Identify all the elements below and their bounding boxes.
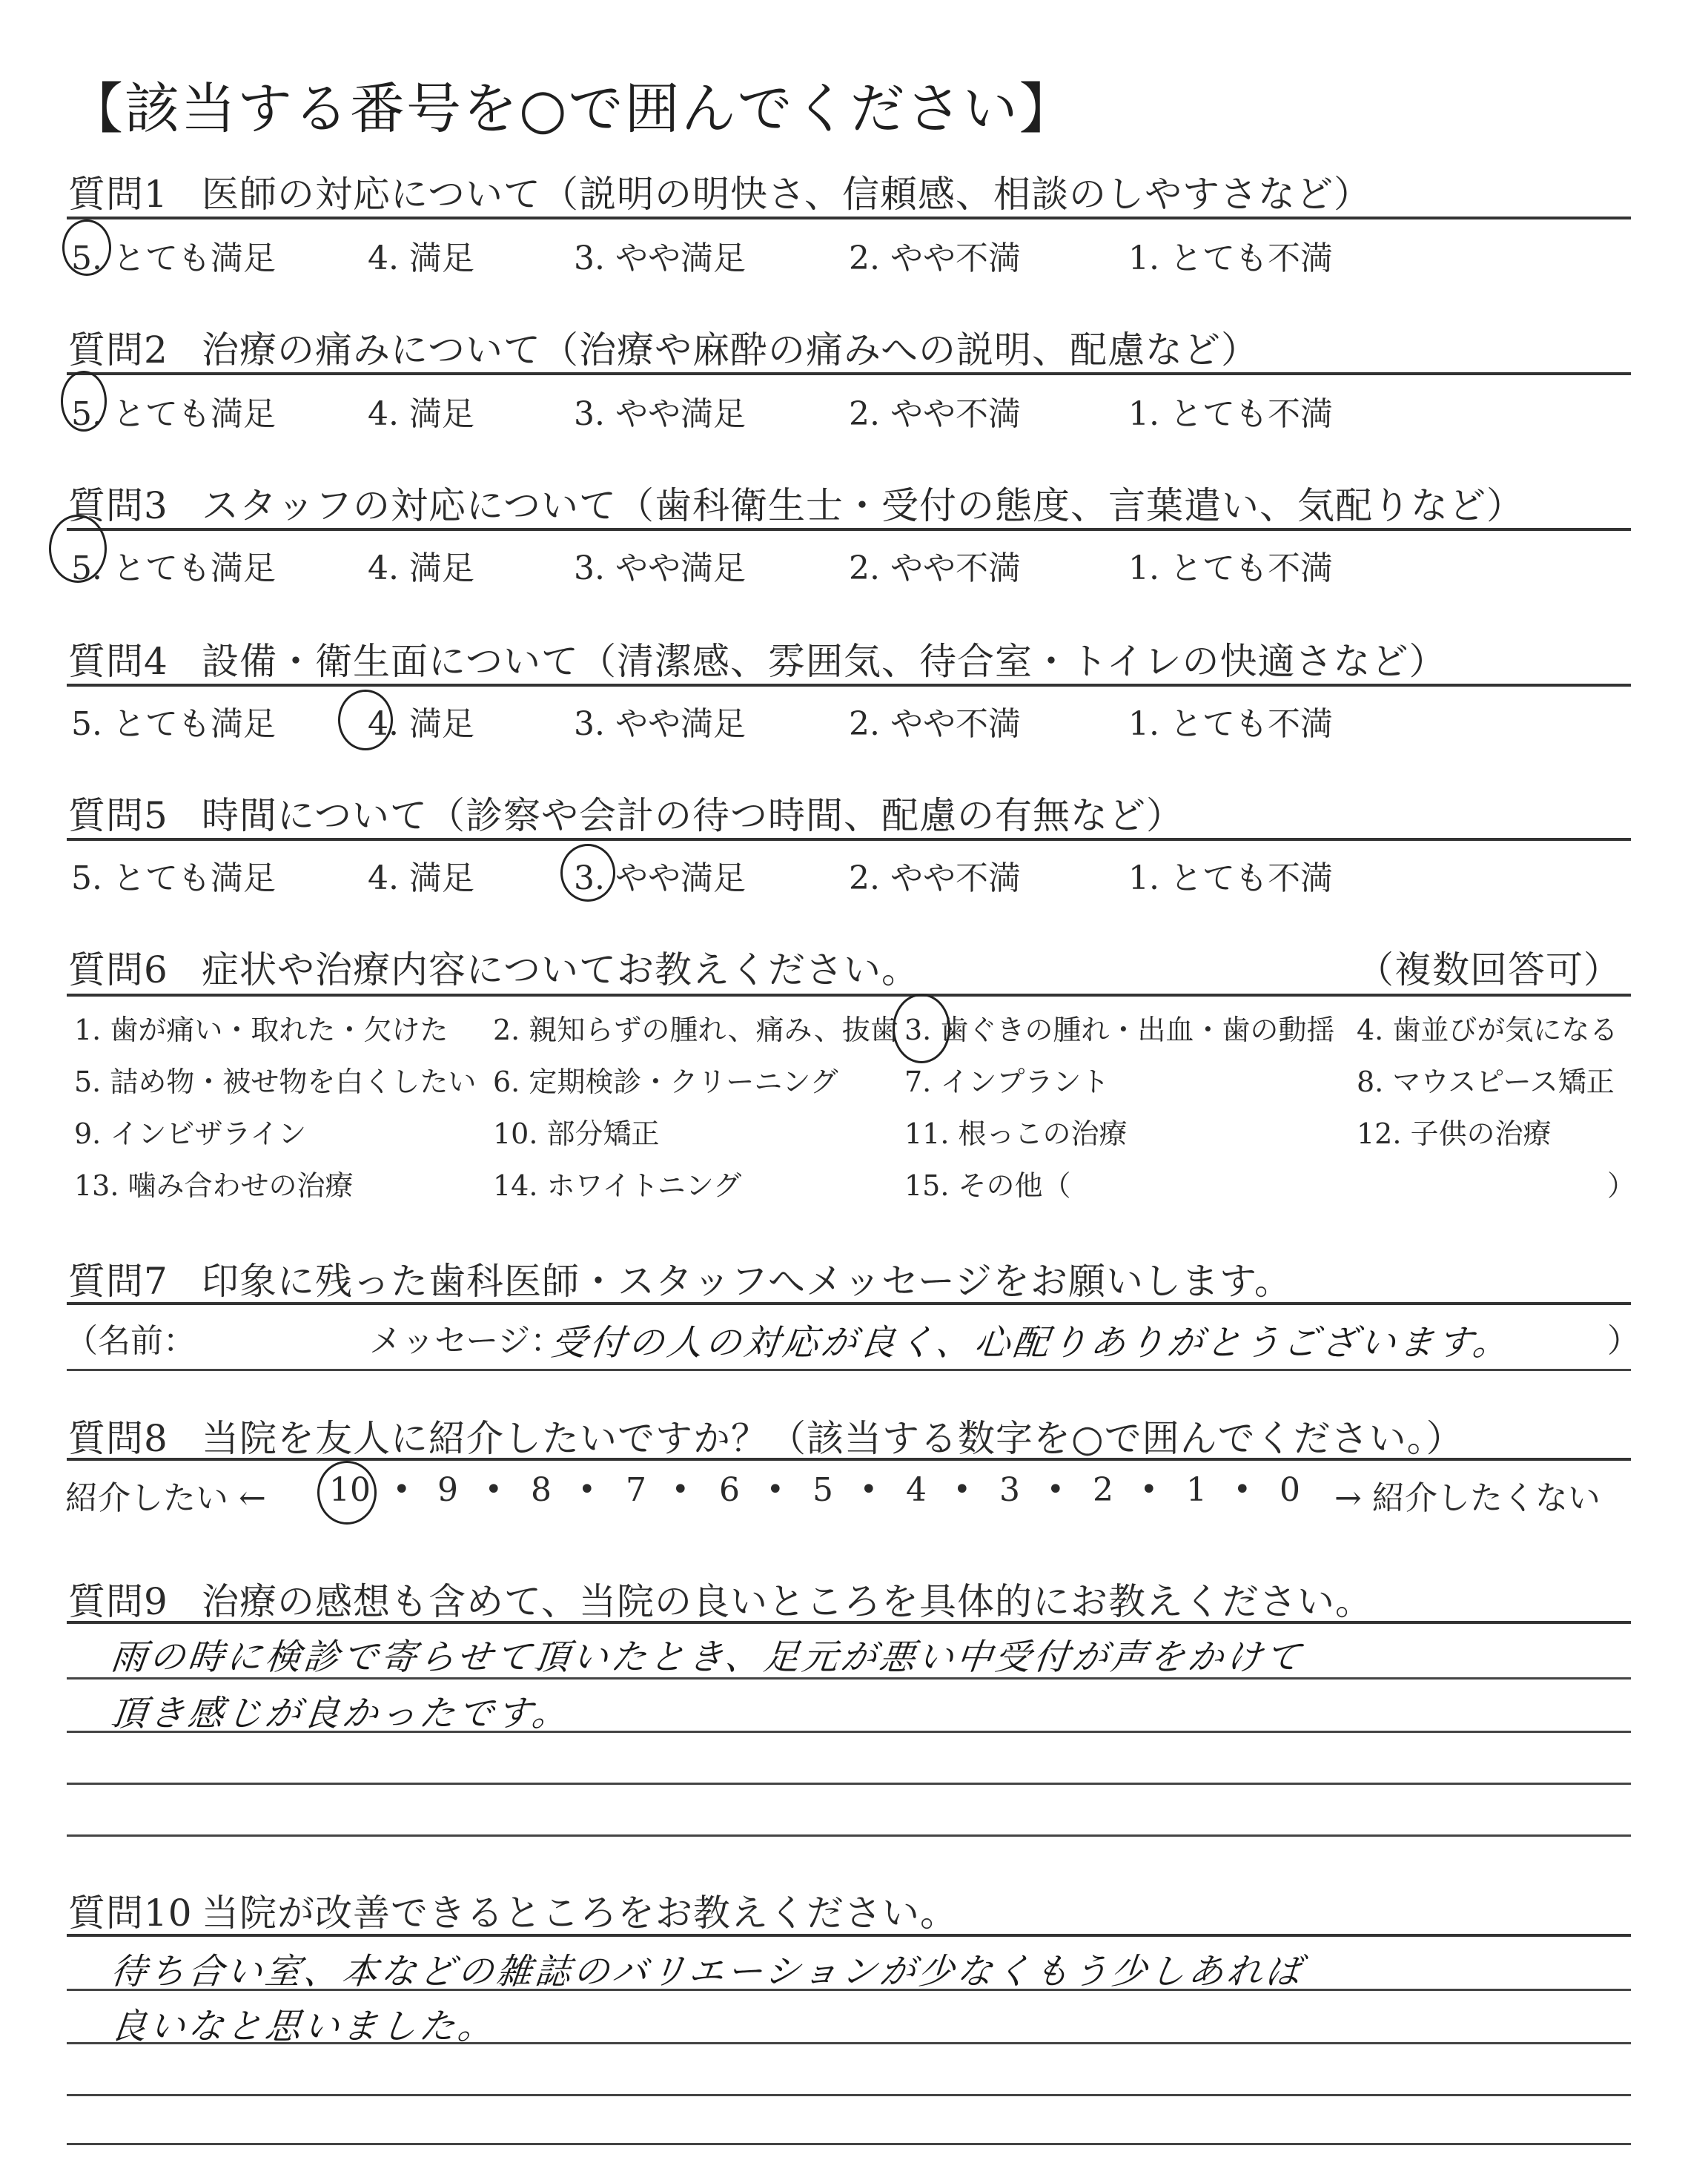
- q2-option-3[interactable]: 3. やや満足: [574, 395, 746, 433]
- q10-answer-line-1[interactable]: 待ち合い室、本などの雑誌のバリエーションが少なくもう少しあれば: [108, 1951, 1306, 1992]
- q6-item-15-close: ）: [1607, 1169, 1636, 1202]
- q8-scale-4[interactable]: 4: [906, 1471, 927, 1509]
- question-7-rule: [67, 1302, 1631, 1305]
- q3-option-1[interactable]: 1. とても不満: [1128, 549, 1333, 587]
- question-1-rule: [67, 217, 1631, 219]
- q2-option-5[interactable]: 5. とても満足: [71, 395, 276, 433]
- q8-scale-10[interactable]: 10: [329, 1471, 371, 1509]
- question-7-label: 質問7: [68, 1260, 168, 1303]
- form-header: 【該当する番号を○で囲んでください】: [68, 77, 1076, 141]
- q6-item-11[interactable]: 11. 根っこの治療: [904, 1117, 1128, 1150]
- q8-scale-5[interactable]: 5: [812, 1471, 833, 1509]
- question-7-text: 印象に残った歯科医師・スタッフへメッセージをお願いします。: [202, 1260, 1292, 1303]
- q1-option-5[interactable]: 5. とても満足: [71, 240, 276, 277]
- q4-option-2[interactable]: 2. やや不満: [849, 705, 1021, 743]
- q5-selection-circle: [560, 844, 615, 902]
- q8-scale-9[interactable]: 9: [437, 1471, 458, 1509]
- question-10-label: 質問10: [68, 1892, 193, 1935]
- q4-option-5[interactable]: 5. とても満足: [71, 705, 276, 743]
- q4-option-4[interactable]: 4. 満足: [368, 705, 474, 743]
- question-8-rule: [67, 1458, 1631, 1461]
- q4-option-3[interactable]: 3. やや満足: [574, 705, 746, 743]
- question-8-label: 質問8: [68, 1417, 168, 1460]
- q8-dot: •: [860, 1473, 878, 1507]
- question-8: [68, 1409, 1464, 1462]
- question-8-text: 当院を友人に紹介したいですか？（該当する数字を○で囲んでください。）: [202, 1417, 1464, 1460]
- question-4-text: 設備・衛生面について（清潔感、雰囲気、待合室・トイレの快適さなど）: [202, 640, 1447, 683]
- q3-option-3[interactable]: 3. やや満足: [574, 549, 746, 587]
- q5-option-2[interactable]: 2. やや不満: [849, 859, 1021, 897]
- q6-item-6[interactable]: 6. 定期検診・クリーニング: [493, 1066, 838, 1098]
- q8-dot: •: [767, 1473, 784, 1507]
- question-2: [68, 320, 1259, 374]
- question-3-label: 質問3: [68, 484, 168, 527]
- question-4-rule: [67, 684, 1631, 687]
- q10-answer-line: [67, 1989, 1631, 1991]
- q8-dot: •: [1047, 1473, 1065, 1507]
- question-9: [68, 1572, 1373, 1625]
- q6-item-10[interactable]: 10. 部分矯正: [493, 1117, 660, 1150]
- question-2-text: 治療の痛みについて（治療や麻酔の痛みへの説明、配慮など）: [202, 328, 1259, 371]
- q6-item-12[interactable]: 12. 子供の治療: [1357, 1117, 1552, 1150]
- question-1-text: 医師の対応について（説明の明快さ、信頼感、相談のしやすさなど）: [202, 173, 1371, 216]
- q8-dot: •: [578, 1473, 596, 1507]
- question-5: [68, 786, 1184, 839]
- q7-close-paren: ）: [1607, 1322, 1640, 1360]
- q1-option-1[interactable]: 1. とても不満: [1128, 240, 1333, 277]
- q8-dot: •: [953, 1473, 971, 1507]
- q6-item-1[interactable]: 1. 歯が痛い・取れた・欠けた: [74, 1014, 448, 1046]
- q8-scale-2[interactable]: 2: [1093, 1471, 1113, 1509]
- q9-answer-line: [67, 1834, 1631, 1837]
- q3-option-4[interactable]: 4. 満足: [368, 549, 474, 587]
- q1-option-2[interactable]: 2. やや不満: [849, 240, 1021, 277]
- q6-item-13[interactable]: 13. 噛み合わせの治療: [74, 1169, 354, 1202]
- q6-item-2[interactable]: 2. 親知らずの腫れ、痛み、抜歯: [493, 1014, 898, 1046]
- q10-answer-line: [67, 2042, 1631, 2044]
- q9-answer-line: [67, 1677, 1631, 1680]
- q6-item-15[interactable]: 15. その他（: [904, 1169, 1071, 1202]
- q9-answer-line-2[interactable]: 頂き感じが良かったです。: [108, 1693, 573, 1734]
- q6-selection-circle: [893, 994, 950, 1063]
- question-3-text: スタッフの対応について（歯科衛生士・受付の態度、言葉遣い、気配りなど）: [202, 484, 1524, 527]
- question-5-text: 時間について（診察や会計の待つ時間、配慮の有無など）: [202, 794, 1184, 837]
- question-1: [68, 165, 1371, 218]
- q9-answer-line: [67, 1731, 1631, 1733]
- q5-option-5[interactable]: 5. とても満足: [71, 859, 276, 897]
- q2-selection-circle: [61, 371, 107, 432]
- question-6-text: 症状や治療内容についてお教えください。: [202, 948, 919, 991]
- question-6-note: （複数回答可）: [1357, 948, 1621, 991]
- q8-scale-0[interactable]: 0: [1280, 1471, 1300, 1509]
- q8-scale-7[interactable]: 7: [626, 1471, 646, 1509]
- q7-name-label: （名前：: [65, 1322, 196, 1360]
- q1-option-4[interactable]: 4. 満足: [368, 240, 474, 277]
- question-10-text: 当院が改善できるところをお教えください。: [202, 1892, 958, 1935]
- q9-answer-line-1[interactable]: 雨の時に検診で寄らせて頂いたとき、足元が悪い中受付が声をかけて: [108, 1636, 1306, 1678]
- q4-option-1[interactable]: 1. とても不満: [1128, 705, 1333, 743]
- question-3-rule: [67, 528, 1631, 531]
- q2-option-2[interactable]: 2. やや不満: [849, 395, 1021, 433]
- question-9-text: 治療の感想も含めて、当院の良いところを具体的にお教えください。: [202, 1580, 1373, 1623]
- q8-right-label: → 紹介したくない: [1334, 1479, 1601, 1517]
- q8-dot: •: [1140, 1473, 1158, 1507]
- q2-option-1[interactable]: 1. とても不満: [1128, 395, 1333, 433]
- q8-dot: •: [1234, 1473, 1251, 1507]
- q8-scale-8[interactable]: 8: [531, 1471, 552, 1509]
- question-6-label: 質問6: [68, 948, 168, 991]
- q5-option-3[interactable]: 3. やや満足: [574, 859, 746, 897]
- q6-item-7[interactable]: 7. インプラント: [904, 1066, 1110, 1098]
- q3-selection-circle: [49, 515, 107, 583]
- q6-item-14[interactable]: 14. ホワイトニング: [493, 1169, 742, 1202]
- question-6-rule: [67, 994, 1631, 997]
- q8-dot: •: [485, 1473, 503, 1507]
- q8-selection-circle: [317, 1461, 377, 1525]
- q4-selection-circle: [338, 690, 393, 750]
- question-9-label: 質問9: [68, 1580, 168, 1623]
- q3-option-5[interactable]: 5. とても満足: [71, 549, 276, 587]
- question-5-rule: [67, 838, 1631, 841]
- question-6: [68, 940, 919, 994]
- q3-option-2[interactable]: 2. やや不満: [849, 549, 1021, 587]
- q1-selection-circle: [62, 219, 111, 276]
- q6-item-4[interactable]: 4. 歯並びが気になる: [1357, 1014, 1618, 1046]
- q8-dot: •: [672, 1473, 689, 1507]
- q6-item-8[interactable]: 8. マウスピース矯正: [1357, 1066, 1615, 1098]
- q5-option-4[interactable]: 4. 満足: [368, 859, 474, 897]
- question-2-rule: [67, 372, 1631, 375]
- q8-dot: •: [393, 1473, 411, 1507]
- question-4: [68, 632, 1447, 685]
- q7-message-handwritten[interactable]: 受付の人の対応が良く、心配りありがとうございます。: [549, 1322, 1514, 1364]
- q10-answer-line: [67, 2094, 1631, 2096]
- q2-option-4[interactable]: 4. 満足: [368, 395, 474, 433]
- question-1-label: 質問1: [68, 173, 168, 216]
- q10-answer-line-2[interactable]: 良いなと思いました。: [108, 2006, 499, 2047]
- question-2-label: 質問2: [68, 328, 168, 371]
- q6-item-9[interactable]: 9. インビザライン: [74, 1117, 307, 1150]
- q9-answer-line: [67, 1783, 1631, 1785]
- question-10-rule: [67, 1934, 1631, 1937]
- q7-answer-line: [67, 1369, 1631, 1371]
- q7-message-label: メッセージ：: [369, 1322, 563, 1360]
- question-10: [68, 1883, 958, 1937]
- q8-left-label: 紹介したい ←: [65, 1479, 266, 1517]
- q1-option-3[interactable]: 3. やや満足: [574, 240, 746, 277]
- question-3: [68, 476, 1524, 529]
- q8-scale-6[interactable]: 6: [719, 1471, 740, 1509]
- question-4-label: 質問4: [68, 640, 168, 683]
- question-5-label: 質問5: [68, 794, 168, 837]
- q6-item-3[interactable]: 3. 歯ぐきの腫れ・出血・歯の動揺: [904, 1014, 1335, 1046]
- q8-scale-3[interactable]: 3: [999, 1471, 1020, 1509]
- q6-item-5[interactable]: 5. 詰め物・被せ物を白くしたい: [74, 1066, 477, 1098]
- q8-scale-1[interactable]: 1: [1186, 1471, 1207, 1509]
- question-7: [68, 1252, 1292, 1305]
- q10-answer-line: [67, 2143, 1631, 2145]
- question-9-rule: [67, 1621, 1631, 1624]
- q5-option-1[interactable]: 1. とても不満: [1128, 859, 1333, 897]
